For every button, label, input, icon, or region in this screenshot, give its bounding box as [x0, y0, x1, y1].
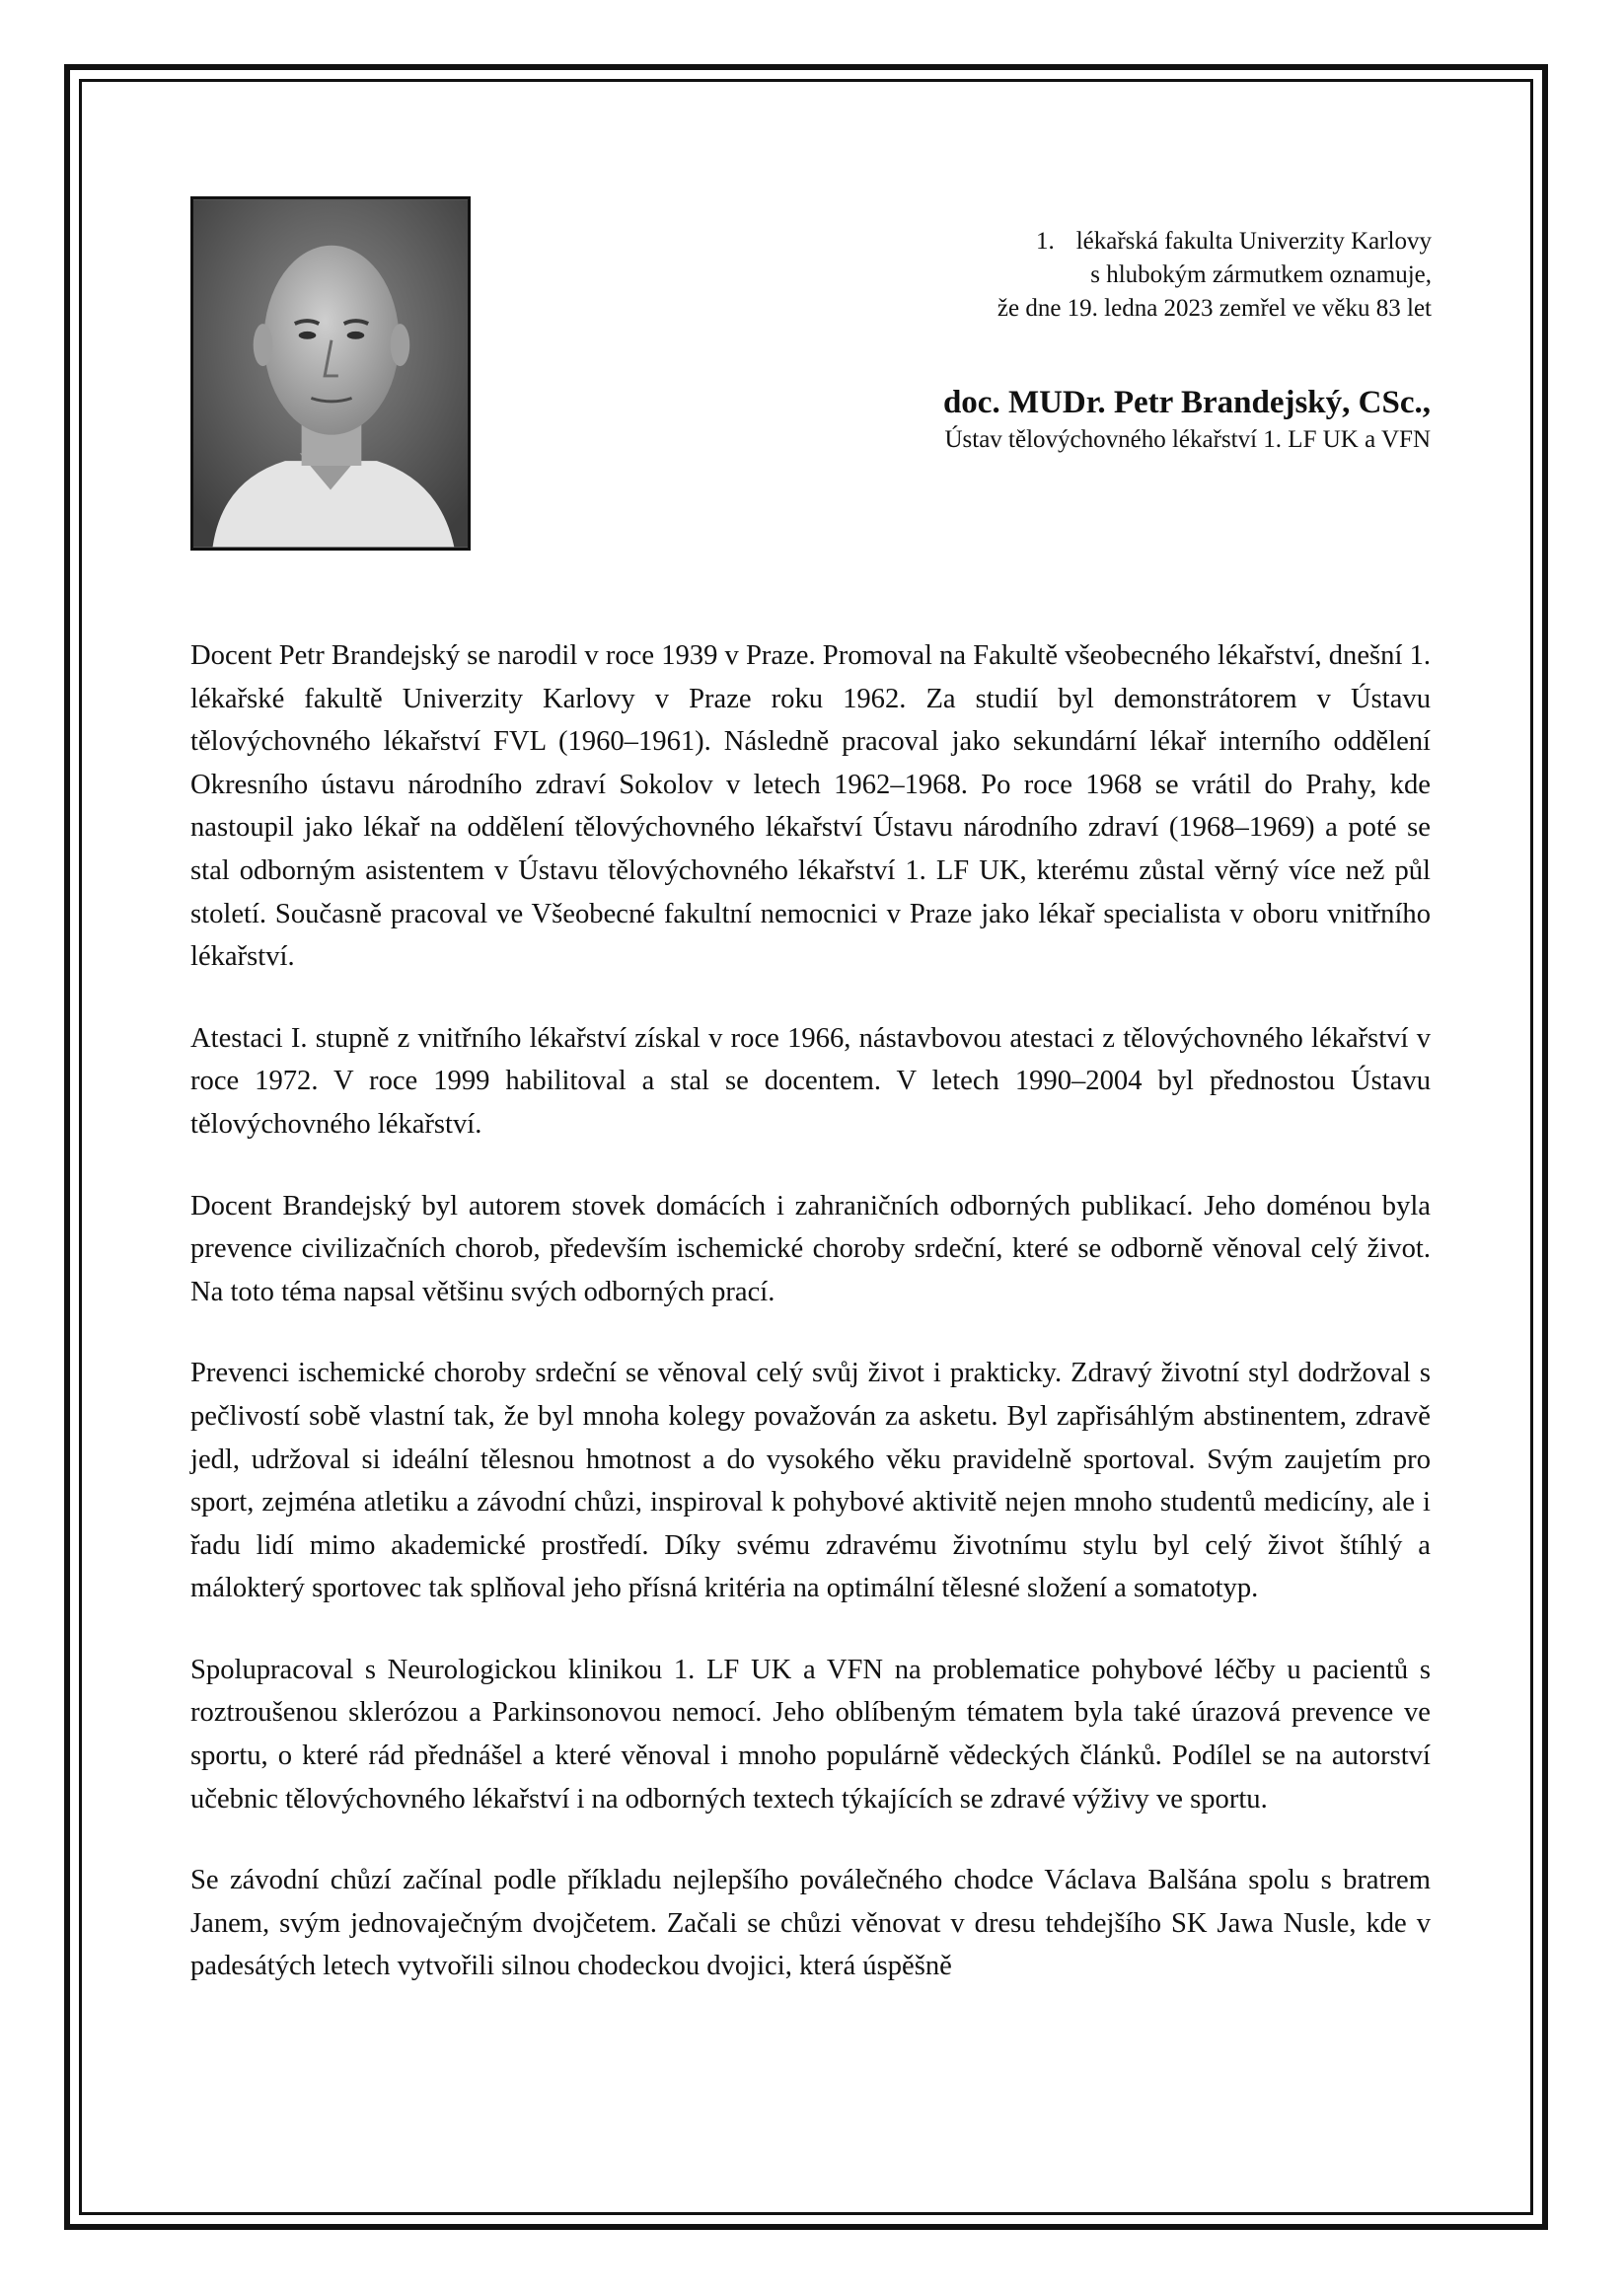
intro-line-2: s hlubokým zármutkem oznamuje,: [1090, 261, 1432, 288]
department: Ústav tělovýchovného lékařství 1. LF UK a VFN: [944, 426, 1431, 453]
announcement-intro: [997, 225, 1432, 326]
intro-line-1-text: lékařská fakulta Univerzity Karlovy: [1075, 228, 1432, 255]
intro-number: 1.: [1035, 228, 1055, 255]
intro-line-3: že dne 19. ledna 2023 zemřel ve věku 83 let: [997, 295, 1432, 322]
intro-line-1: [997, 225, 1432, 259]
paragraph-5: Spolupracoval s Neurologickou klinikou 1. LF UK a VFN na problematice pohybové léčby u pacientů s roztroušenou sklerózou a Parkinsonovou nemocí. Jeho oblíbeným tématem byla také úrazová prevence ve sportu, o které rád přednášel a které věnoval i mnoho populárně vědeckých článků. Podílel se na autorství učebnic tělovýchovného lékařství i na odborných textech týkajících se zdravé výživy ve sportu.: [190, 1654, 1431, 1815]
portrait-photo: [190, 196, 471, 551]
obituary-body: [190, 634, 1431, 2027]
paragraph-4: Prevenci ischemické choroby srdeční se věnoval celý svůj život i prakticky. Zdravý životní styl dodržoval s pečlivostí sobě vlastní tak, že byl mnoha kolegy považován za asketu. Byl zapřisáhlým abstinentem, zdravě jedl, udržoval si ideální tělesnou hmotnost a do vysokého věku pravidelně sportoval. Svým zaujetím pro sport, zejména atletiku a závodní chůzi, inspiroval k pohybové aktivitě nejen mnoho studentů medicíny, ale i řadu lidí mimo akademické prostředí. Díky svému zdravému životnímu stylu byl celý život štíhlý a málokterý sportovec tak splňoval jeho přísná kritéria na optimální tělesné složení a somatotyp.: [190, 1358, 1431, 1604]
deceased-name: doc. MUDr. Petr Brandejský, CSc.,: [942, 385, 1431, 420]
paragraph-6: Se závodní chůzí začínal podle příkladu nejlepšího poválečného chodce Václava Balšána spolu s bratrem Janem, svým jednovaječným dvojčetem. Začali se chůzi věnovat v dresu tehdejšího SK Jawa Nusle, kde v padesátých letech vytvořili silnou chodeckou dvojici, která úspěšně: [190, 1865, 1431, 1982]
paragraph-2: Atestaci I. stupně z vnitřního lékařství získal v roce 1966, nástavbovou atestaci z tělovýchovného lékařství v roce 1972. V roce 1999 habilitoval a stal se docentem. V letech 1990–2004 byl přednostou Ústavu tělovýchovného lékařství.: [190, 1022, 1431, 1140]
paragraph-1: Docent Petr Brandejský se narodil v roce 1939 v Praze. Promoval na Fakultě všeobecného lékařství, dnešní 1. lékařské fakultě Univerzity Karlovy v Praze roku 1962. Za studií byl demonstrátorem v Ústavu tělovýchovného lékařství FVL (1960–1961). Následně pracoval jako sekundární lékař interního oddělení Okresního ústavu národního zdraví Sokolov v letech 1962–1968. Po roce 1968 se vrátil do Prahy, kde nastoupil jako lékař na oddělení tělovýchovného lékařství Ústavu národního zdraví (1968–1969) a poté se stal odborným asistentem v Ústavu tělovýchovného lékařství 1. LF UK, kterému zůstal věrný více než půl století. Současně pracoval ve Všeobecné fakultní nemocnici v Praze jako lékař specialista v oboru vnitřního lékařství.: [190, 640, 1432, 973]
paragraph-3: Docent Brandejský byl autorem stovek domácích i zahraničních odborných publikací. Jeho doménou byla prevence civilizačních chorob, především ischemické choroby srdeční, které se odborně věnoval celý život. Na toto téma napsal většinu svých odborných prací.: [190, 1190, 1431, 1307]
